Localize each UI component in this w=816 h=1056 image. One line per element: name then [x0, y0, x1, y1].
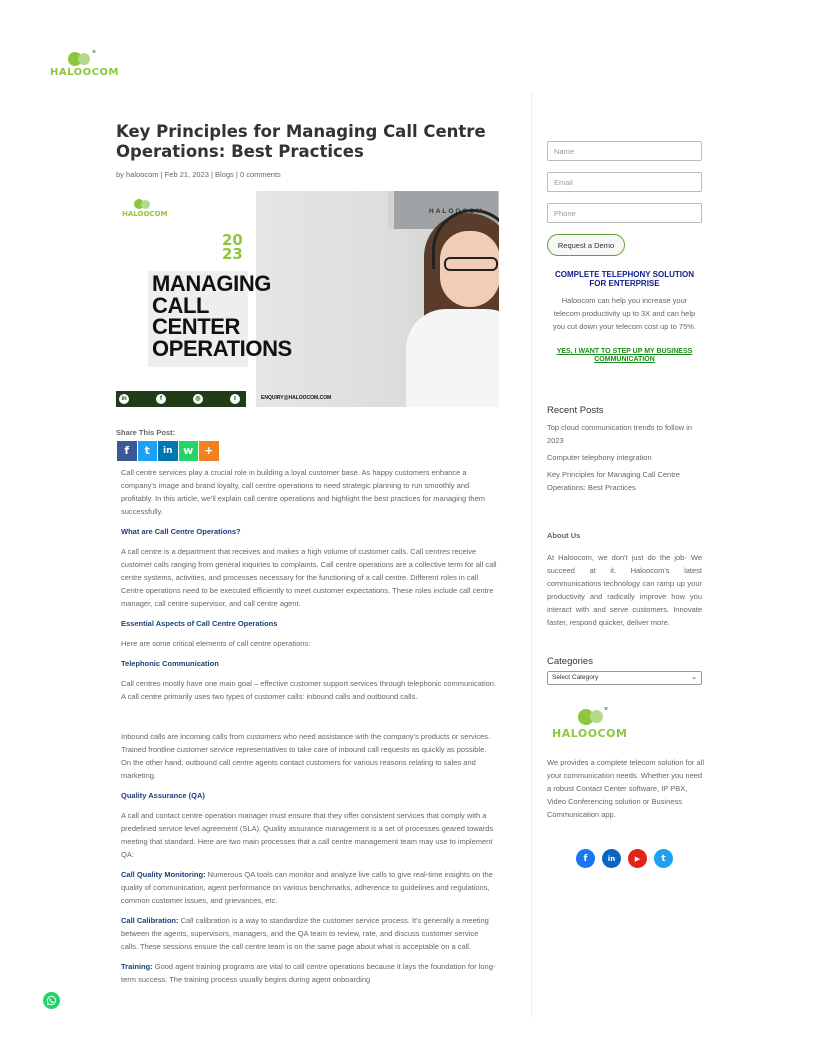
promo-copy: Haloocom can help you increase your telecom productivity up to 3X and can help you cut down your telecom cost up to 75%.: [553, 296, 696, 331]
about-text: At Haloocom, we don't just do the job- We succeed at it. Haloocom's latest communications technology can ramp up your productivity and radically improve how you interact with and serve customers. Innovate faster, respond quicker, deliver more.: [547, 553, 702, 627]
recent-posts-title: Recent Posts: [547, 405, 604, 416]
facebook-icon: f: [583, 853, 588, 864]
twitter-link[interactable]: [654, 849, 673, 868]
twitter-icon: t: [144, 444, 150, 458]
post-header: [116, 122, 501, 179]
article-body: [121, 466, 497, 993]
meta-separator: |: [160, 170, 163, 179]
meta-comments-link[interactable]: 0 comments: [239, 170, 281, 179]
phone-field[interactable]: Phone: [547, 203, 702, 223]
paragraph: Call centre services play a crucial role in building a loyal customer base. As happy customers enhance a company's image and brand loyalty, call centre operations to need strategic planning to run smoothly and profitably. In this article, we'll explain call centre operations and highlight the best practices for managing them successfully.: [121, 468, 485, 516]
meta-category-link[interactable]: Blogs: [215, 170, 234, 179]
instagram-icon: ◎: [193, 394, 203, 404]
paragraph: A call centre is a department that receives and makes a high volume of customer calls. Call centres receive customer calls ranging from general inquiries to complaints. Call centre operations are a collective term for all call centre systems, activities, and processes necessary for the functioning of a call centre. Different roles in call Centre operations need to be executed efficiently to meet customer expectations. These roles include call centre manager, call centre supervisor, and call centre agent.: [121, 547, 497, 608]
logo-mark-icon: ×: [68, 50, 98, 66]
paragraph-text: Call calibration is a way to standardize the customer service process. It's generally a meeting between the agents, supervisors, managers, and the QA team to review, rate, and discuss customer service calls. These sessions ensure the call centre team is on the same page about what is acceptable on a call.: [121, 916, 489, 951]
twitter-icon: t: [230, 394, 240, 404]
chevron-down-icon: ⌄: [691, 674, 697, 681]
hero-photo: [256, 191, 499, 407]
facebook-icon: f: [124, 444, 130, 458]
meta-separator: |: [210, 170, 213, 179]
facebook-link[interactable]: [576, 849, 595, 868]
social-links: [576, 849, 673, 868]
section-heading: Essential Aspects of Call Centre Operations: [121, 619, 278, 628]
paragraph: [121, 960, 497, 986]
meta-date: Feb 21, 2023: [164, 170, 209, 179]
share-whatsapp-button[interactable]: [179, 441, 199, 461]
meta-by: by: [116, 170, 124, 179]
column-divider: [531, 92, 532, 1017]
inline-label: Training:: [121, 962, 153, 971]
linkedin-icon: in: [163, 445, 173, 456]
paragraph: Call centres mostly have one main goal – effective customer support services through telephonic communication. A call centre primarily uses two types of customer calls: inbound calls and outbound calls.: [121, 679, 497, 701]
paragraph-text: Numerous QA tools can monitor and analyze live calls to give real-time insights on the quality of communication, agent performance on various benchmarks, adherence to guidelines and regulations, common customer issues, and grievances, etc.: [121, 870, 493, 905]
hero-logo: HALOOCOM: [122, 199, 172, 219]
about-title: About Us: [547, 531, 581, 540]
recent-post-link[interactable]: Computer telephony integration: [547, 453, 652, 462]
share-twitter-button[interactable]: [138, 441, 158, 461]
promo-cta-link[interactable]: YES, I WANT TO STEP UP MY BUSINESS COMMUNICATION: [556, 348, 693, 363]
site-logo[interactable]: [48, 50, 120, 82]
whatsapp-icon: [46, 995, 57, 1006]
section-heading: What are Call Centre Operations?: [121, 527, 241, 536]
logo-text: HALOOCOM: [50, 67, 119, 78]
name-field[interactable]: Name: [547, 141, 702, 161]
share-facebook-button[interactable]: [117, 441, 137, 461]
categories-widget: [547, 656, 702, 685]
recent-post-link[interactable]: Key Principles for Managing Call Centre Operations: Best Practices: [547, 470, 680, 492]
linkedin-link[interactable]: [602, 849, 621, 868]
post-meta: [116, 170, 501, 179]
sidebar-logo: × HALOOCOM: [552, 706, 628, 740]
section-heading: Quality Assurance (QA): [121, 791, 205, 800]
share-more-button[interactable]: [199, 441, 219, 461]
share-linkedin-button[interactable]: [158, 441, 178, 461]
meta-separator: |: [235, 170, 238, 179]
linkedin-icon: in: [607, 854, 616, 863]
post-title: Key Principles for Managing Call Centre Operations: Best Practices: [116, 122, 486, 161]
inline-label: Call Calibration:: [121, 916, 179, 925]
plus-icon: +: [204, 444, 214, 458]
paragraph: A call and contact centre operation manager must ensure that they offer consistent services that comply with a predefined service level agreement (SLA). Quality assurance management is a set of processes geared towards meeting that standard. Here are two main processes that a call centre management team may use to implement QA:: [121, 811, 494, 859]
paragraph: [121, 914, 497, 953]
youtube-link[interactable]: [628, 849, 647, 868]
request-demo-button[interactable]: Request a Demo: [547, 234, 625, 256]
whatsapp-float-button[interactable]: [43, 992, 60, 1009]
linkedin-icon: in: [119, 394, 129, 404]
featured-image: [116, 191, 499, 407]
category-select[interactable]: [547, 671, 702, 685]
about-widget: [547, 531, 702, 629]
youtube-icon: ▶: [634, 854, 641, 863]
hero-brand: HALOOCOM: [429, 208, 484, 215]
share-buttons: [117, 441, 219, 461]
hero-year: 20 23: [222, 231, 243, 263]
recent-post-link[interactable]: Top cloud communication trends to follow in 2023: [547, 423, 693, 445]
categories-title: Categories: [547, 656, 593, 667]
paragraph: Here are some critical elements of call centre operations:: [121, 639, 311, 648]
whatsapp-icon: w: [183, 444, 194, 458]
section-heading: Telephonic Communication: [121, 659, 219, 668]
hero-email: ENQUIRY@HALOOCOM.COM: [261, 395, 332, 401]
meta-author-link[interactable]: haloocom: [126, 170, 159, 179]
paragraph: Inbound calls are incoming calls from customers who need assistance with the company's products or services. Trained frontline customer service representatives to take care of inbound call requests as quickly as possible. On the other hand, outbound call centre agents contact customers for various reasons relating to sales and marketing.: [121, 732, 491, 780]
category-select-value: Select Category: [552, 674, 599, 681]
facebook-icon: f: [156, 394, 166, 404]
recent-posts-widget: [547, 405, 707, 494]
share-label: Share This Post:: [116, 428, 176, 437]
email-field[interactable]: Email: [547, 172, 702, 192]
promo-headline: COMPLETE TELEPHONY SOLUTION FOR ENTERPRISE: [555, 270, 694, 288]
sidebar-description: We provides a complete telecom solution for all your communication needs. Whether you need a robust Contact Center software, IP PBX, Video Conferencing solution or Business Communication app.: [547, 758, 705, 819]
inline-label: Call Quality Monitoring:: [121, 870, 206, 879]
twitter-icon: t: [661, 853, 666, 864]
sidebar-logo-text: HALOOCOM: [552, 727, 628, 740]
hero-heading: MANAGING CALL CENTER OPERATIONS: [152, 271, 292, 361]
paragraph-text: Good agent training programs are vital to call centre operations because it lays the foundation for long-term success. The training process usually begins during agent onboarding: [121, 962, 496, 984]
hero-social-bar: [116, 391, 246, 407]
paragraph: [121, 868, 497, 907]
demo-form: [547, 141, 702, 364]
